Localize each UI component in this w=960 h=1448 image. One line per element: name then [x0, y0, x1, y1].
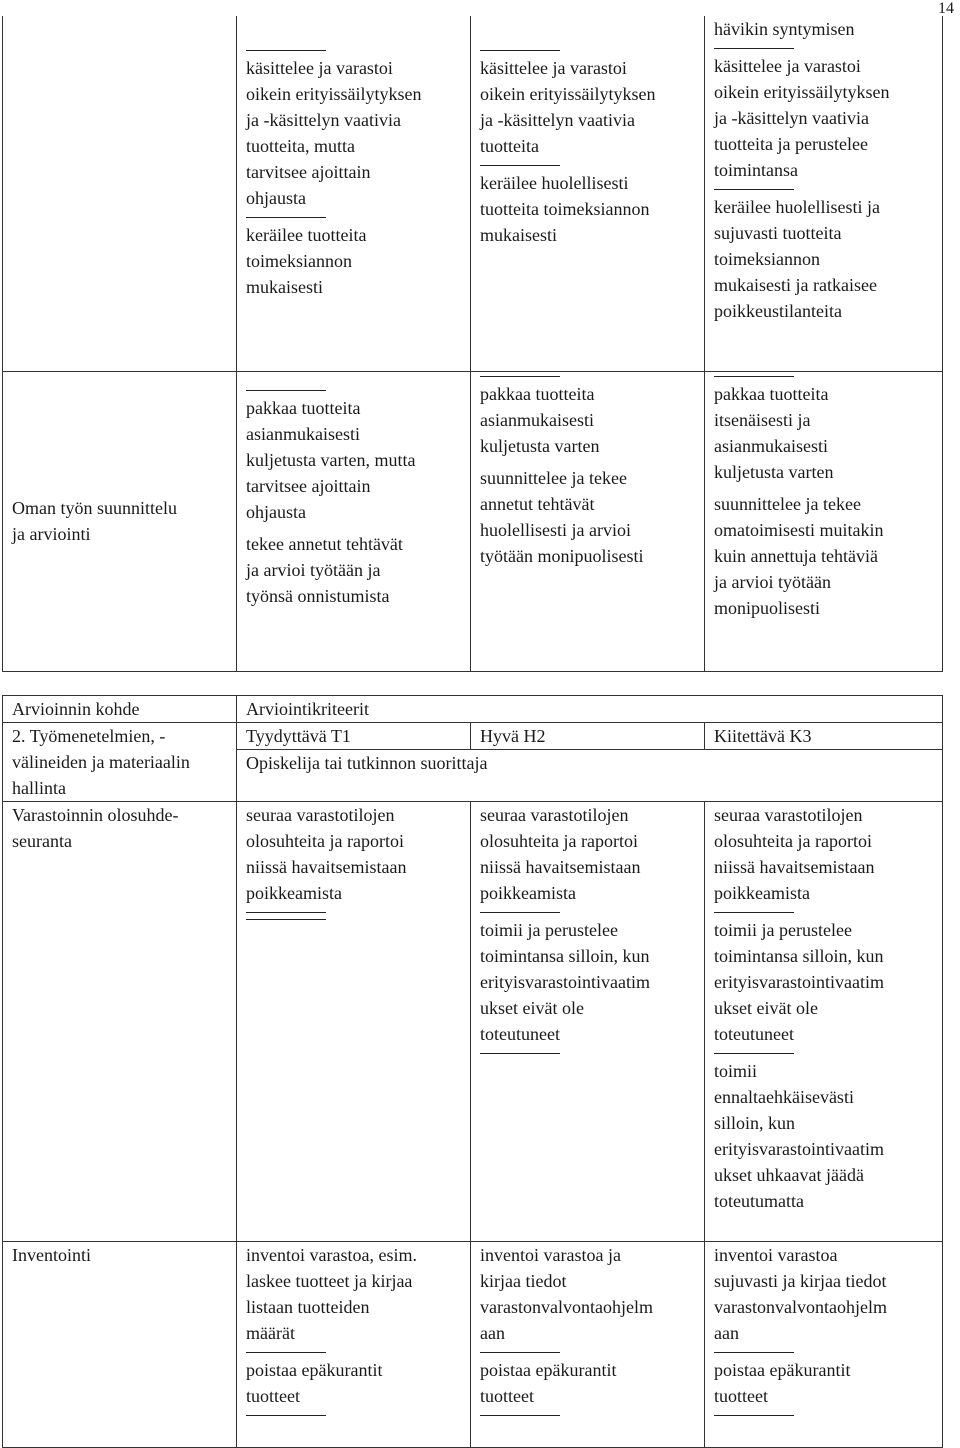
criteria-text: käsittelee ja varastoi oikein erityissäilytyksen ja -käsittelyn vaativia tuotteita, mutta tarvitsee ajoittain ohjausta — [246, 58, 422, 208]
t1-cell — [237, 371, 471, 671]
criteria-text: poistaa epäkurantit tuotteet — [714, 1360, 851, 1406]
separator-line — [246, 1415, 326, 1416]
separator-line — [480, 165, 560, 166]
criteria-text: suunnittelee ja tekee annetut tehtävät huolellisesti ja arvioi työtään monipuolisesti — [480, 467, 644, 566]
separator-line — [480, 912, 560, 913]
target-label: Oman työn suunnittelu ja arviointi — [12, 498, 177, 544]
header-row — [3, 696, 943, 723]
separator-line — [480, 50, 560, 51]
separator-line — [714, 1352, 794, 1353]
h2-cell — [471, 802, 705, 1242]
criteria-text: keräilee huolellisesti tuotteita toimeksiannon mukaisesti — [480, 173, 650, 245]
target-cell — [3, 371, 237, 671]
separator-line — [714, 1053, 794, 1054]
separator-line — [480, 1053, 560, 1054]
criteria-text: inventoi varastoa ja kirjaa tiedot varastonvalvontaohjelm aan — [480, 1245, 653, 1343]
criteria-text: seuraa varastotilojen olosuhteita ja raportoi niissä havaitsemistaan poikkeamista — [480, 805, 641, 903]
k3-cell — [705, 371, 943, 671]
criteria-text: inventoi varastoa, esim. laskee tuotteet ja kirjaa listaan tuotteiden määrät — [246, 1245, 417, 1343]
criteria-text: hävikin syntymisen — [714, 19, 855, 39]
separator-line — [246, 919, 326, 920]
criteria-text: keräilee tuotteita toimeksiannon mukaisesti — [246, 225, 367, 297]
criteria-table — [2, 695, 943, 1448]
separator-line — [246, 912, 326, 913]
t1-cell — [237, 802, 471, 1242]
criteria-text: käsittelee ja varastoi oikein erityissäilytyksen ja -käsittelyn vaativia tuotteita — [480, 58, 656, 156]
table-row — [3, 802, 943, 1242]
separator-line — [246, 50, 326, 51]
criteria-text: suunnittelee ja tekee omatoimisesti muitakin kuin annettuja tehtäviä ja arvioi työtään monipuolisesti — [714, 493, 884, 618]
subject-label: Opiskelija tai tutkinnon suorittaja — [237, 750, 943, 802]
criteria-text: toimii ja perustelee toimintansa silloin, kun erityisvarastointivaatim ukset eivät ole toteutuneet — [480, 920, 650, 1044]
separator-line — [246, 1352, 326, 1353]
separator-line — [246, 217, 326, 218]
criteria-text: keräilee huolellisesti ja sujuvasti tuotteita toimeksiannon mukaisesti ja ratkaisee poikkeustilanteita — [714, 197, 880, 321]
grade-k3: Kiitettävä K3 — [705, 723, 943, 750]
criteria-text: poistaa epäkurantit tuotteet — [246, 1360, 383, 1406]
header-criteria: Arviointikriteerit — [237, 696, 943, 723]
target-cell: Varastoinnin olosuhde- seuranta — [3, 802, 237, 1242]
separator-line — [714, 48, 794, 49]
separator-line — [714, 912, 794, 913]
header-target: Arvioinnin kohde — [3, 696, 237, 723]
target-cell — [3, 16, 237, 371]
target-cell: Inventointi — [3, 1242, 237, 1448]
criteria-text: poistaa epäkurantit tuotteet — [480, 1360, 617, 1406]
table-row — [3, 1242, 943, 1448]
separator-line — [480, 1415, 560, 1416]
k3-cell — [705, 16, 943, 371]
criteria-table-continued — [2, 16, 943, 672]
criteria-text: toimii ennaltaehkäisevästi silloin, kun erityisvarastointivaatim ukset uhkaavat jäädä toteutumatta — [714, 1061, 884, 1211]
h2-cell — [471, 16, 705, 371]
h2-cell — [471, 371, 705, 671]
separator-line — [246, 390, 326, 391]
criteria-text: tekee annetut tehtävät ja arvioi työtään ja työnsä onnistumista — [246, 533, 403, 606]
criteria-text: pakkaa tuotteita itsenäisesti ja asianmukaisesti kuljetusta varten — [714, 383, 834, 482]
page-number: 14 — [938, 0, 954, 17]
separator-line — [714, 376, 794, 377]
criteria-text: inventoi varastoa sujuvasti ja kirjaa tiedot varastonvalvontaohjelm aan — [714, 1245, 887, 1343]
section-label: 2. Työmenetelmien, - välineiden ja materiaalin hallinta — [3, 723, 237, 802]
criteria-text: pakkaa tuotteita asianmukaisesti kuljetusta varten — [480, 383, 600, 456]
criteria-text: pakkaa tuotteita asianmukaisesti kuljetusta varten, mutta tarvitsee ajoittain ohjausta — [246, 397, 416, 522]
grade-h2: Hyvä H2 — [471, 723, 705, 750]
separator-line — [480, 376, 560, 377]
criteria-text: käsittelee ja varastoi oikein erityissäilytyksen ja -käsittelyn vaativia tuotteita ja perustelee toimintansa — [714, 56, 890, 180]
grades-row — [3, 723, 943, 750]
h2-cell — [471, 1242, 705, 1448]
t1-cell — [237, 16, 471, 371]
criteria-text: toimii ja perustelee toimintansa silloin, kun erityisvarastointivaatim ukset eivät ole toteutuneet — [714, 920, 884, 1044]
criteria-text: seuraa varastotilojen olosuhteita ja raportoi niissä havaitsemistaan poikkeamista — [714, 805, 875, 903]
criteria-text: seuraa varastotilojen olosuhteita ja raportoi niissä havaitsemistaan poikkeamista — [246, 805, 407, 903]
separator-line — [714, 189, 794, 190]
table-row — [3, 371, 943, 671]
k3-cell — [705, 1242, 943, 1448]
separator-line — [714, 1415, 794, 1416]
k3-cell — [705, 802, 943, 1242]
t1-cell — [237, 1242, 471, 1448]
grade-t1: Tyydyttävä T1 — [237, 723, 471, 750]
table-row — [3, 16, 943, 371]
separator-line — [480, 1352, 560, 1353]
